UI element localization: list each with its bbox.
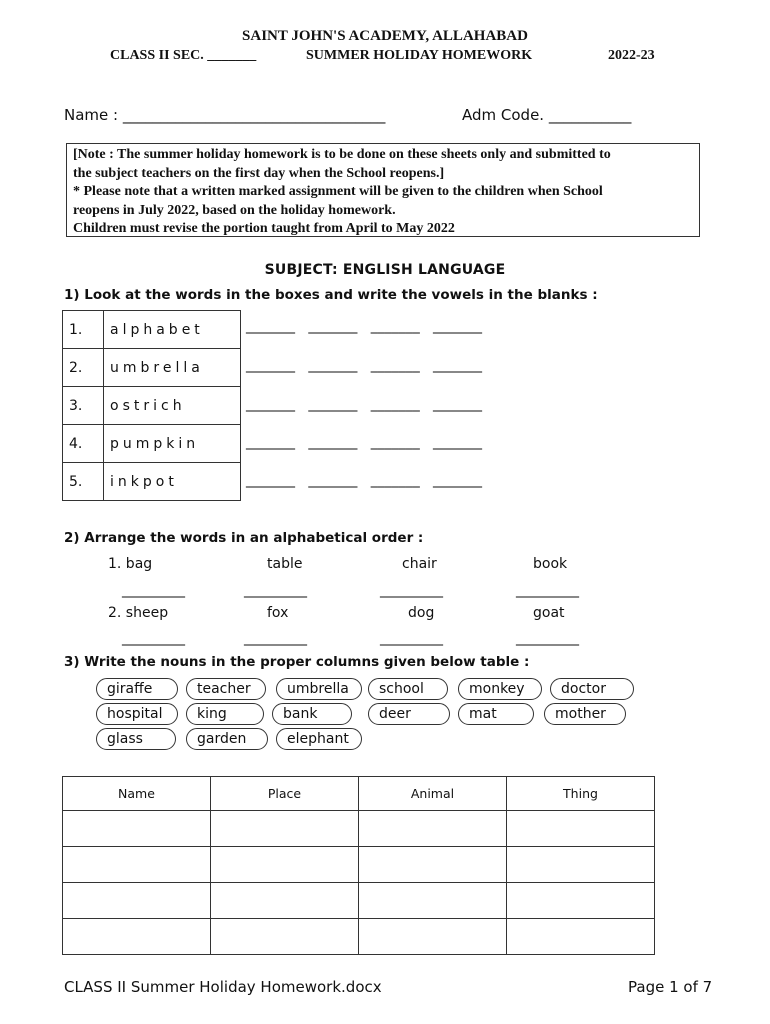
note-box [66,143,700,237]
column-header: Animal [359,777,507,811]
adm-code-field[interactable]: Adm Code. ___________ [462,106,632,124]
table-row [63,349,241,387]
note-line-3: * Please note that a written marked assignment will be given to the children when School [73,184,603,200]
footer-filename: CLASS II Summer Holiday Homework.docx [64,978,382,996]
noun-cloud: school [368,678,448,700]
noun-cloud: glass [96,728,176,750]
note-line-2: the subject teachers on the first day when the School reopens.] [73,165,445,181]
question-2: 2) Arrange the words in an alphabetical order : [64,530,424,546]
vowel-blanks[interactable]: _______ _______ _______ _______ [246,396,483,412]
noun-cloud: mat [458,703,534,725]
question-1: 1) Look at the words in the boxes and write the vowels in the blanks : [64,287,598,303]
answer-blank[interactable]: _________ [516,630,579,646]
word-cell: alphabet [104,311,241,349]
column-header: Place [211,777,359,811]
noun-cloud: hospital [96,703,178,725]
answer-cell[interactable] [211,811,359,847]
note-line-1: [Note : The summer holiday homework is to be done on these sheets only and submitted to [73,147,611,162]
note-line-4: reopens in July 2022, based on the holiday homework. [73,202,396,218]
word-item: fox [267,605,289,621]
answer-cell[interactable] [359,883,507,919]
table-header-row [63,777,655,811]
table-row [63,847,655,883]
noun-cloud: doctor [550,678,634,700]
answer-blank[interactable]: _________ [380,630,443,646]
word-item: goat [533,605,565,621]
word-cell: ostrich [104,387,241,425]
answer-cell[interactable] [359,919,507,955]
row-number: 4. [63,425,104,463]
noun-cloud: umbrella [276,678,362,700]
school-name: SAINT JOHN'S ACADEMY, ALLAHABAD [242,28,528,44]
noun-cloud: monkey [458,678,542,700]
class-section: CLASS II SEC. _______ [110,48,257,63]
noun-cloud: teacher [186,678,266,700]
table-row [63,425,241,463]
question-3: 3) Write the nouns in the proper columns given below table : [64,654,530,670]
row-number: 1. [63,311,104,349]
word-cell: umbrella [104,349,241,387]
answer-cell[interactable] [211,919,359,955]
table-row [63,883,655,919]
word-item: chair [402,556,437,572]
answer-cell[interactable] [507,847,655,883]
answer-blank[interactable]: _________ [516,582,579,598]
academic-year: 2022-23 [608,48,655,63]
homework-title: SUMMER HOLIDAY HOMEWORK [306,48,533,63]
nouns-table [62,776,655,955]
name-field[interactable]: Name : ___________________________________ [64,106,386,124]
word-cell: pumpkin [104,425,241,463]
answer-cell[interactable] [63,847,211,883]
answer-blank[interactable]: _________ [380,582,443,598]
word-item: 2. sheep [108,605,169,621]
word-item: table [267,556,303,572]
answer-cell[interactable] [63,883,211,919]
vowel-blanks[interactable]: _______ _______ _______ _______ [246,434,483,450]
column-header: Thing [507,777,655,811]
row-number: 5. [63,463,104,501]
noun-cloud: king [186,703,264,725]
answer-cell[interactable] [359,811,507,847]
word-item: book [533,556,568,572]
answer-blank[interactable]: _________ [244,582,307,598]
answer-blank[interactable]: _________ [122,630,185,646]
footer-page-number: Page 1 of 7 [628,978,713,996]
noun-cloud: bank [272,703,352,725]
note-line-5: Children must revise the portion taught from April to May 2022 [73,221,455,237]
word-cell: inkpot [104,463,241,501]
answer-cell[interactable] [507,919,655,955]
vowel-blanks[interactable]: _______ _______ _______ _______ [246,357,483,373]
word-item: dog [408,605,435,621]
answer-blank[interactable]: _________ [244,630,307,646]
vowel-blanks[interactable]: _______ _______ _______ _______ [246,472,483,488]
subject-heading: SUBJECT: ENGLISH LANGUAGE [264,262,506,278]
vowel-table [62,310,241,501]
noun-cloud: elephant [276,728,362,750]
answer-cell[interactable] [63,919,211,955]
table-row [63,919,655,955]
answer-cell[interactable] [211,847,359,883]
noun-cloud: mother [544,703,626,725]
word-item: 1. bag [108,556,153,572]
answer-cell[interactable] [359,847,507,883]
table-row [63,463,241,501]
answer-cell[interactable] [211,883,359,919]
row-number: 3. [63,387,104,425]
answer-cell[interactable] [507,811,655,847]
row-number: 2. [63,349,104,387]
vowel-blanks[interactable]: _______ _______ _______ _______ [246,318,483,334]
answer-cell[interactable] [63,811,211,847]
table-row [63,311,241,349]
noun-cloud: deer [368,703,450,725]
table-row [63,387,241,425]
noun-cloud: garden [186,728,268,750]
table-row [63,811,655,847]
answer-cell[interactable] [507,883,655,919]
noun-cloud: giraffe [96,678,178,700]
answer-blank[interactable]: _________ [122,582,185,598]
column-header: Name [63,777,211,811]
